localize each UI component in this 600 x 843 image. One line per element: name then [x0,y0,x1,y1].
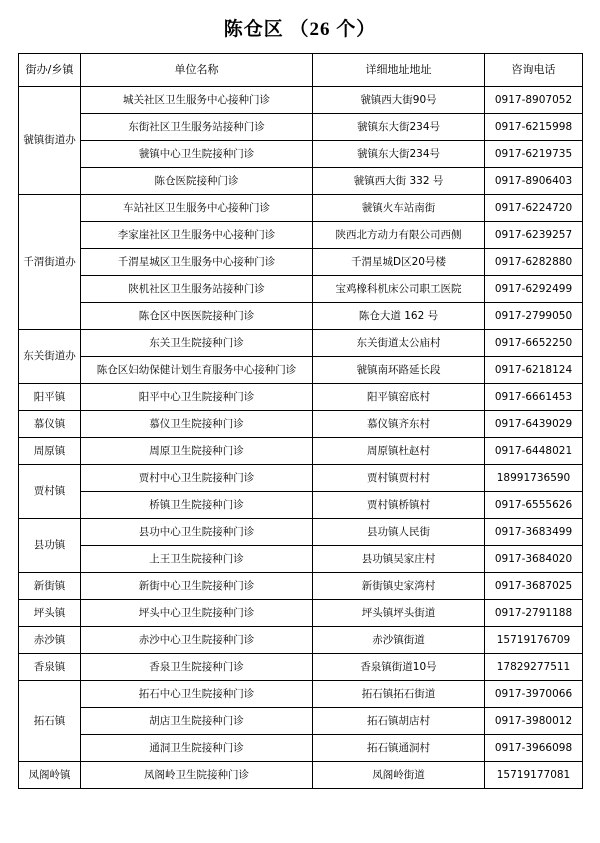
address-cell: 香泉镇街道10号 [313,654,485,681]
address-cell: 东关街道太公庙村 [313,330,485,357]
table-row [19,141,583,168]
unit-name-cell: 凤阁岭卫生院接种门诊 [81,762,313,789]
district-cell: 周原镇 [19,438,81,465]
unit-name-cell: 车站社区卫生服务中心接种门诊 [81,195,313,222]
phone-cell: 0917-8907052 [485,87,583,114]
phone-cell: 0917-6555626 [485,492,583,519]
address-cell: 凤阁岭街道 [313,762,485,789]
phone-cell: 0917-2791188 [485,600,583,627]
table-row [19,681,583,708]
phone-cell: 0917-6652250 [485,330,583,357]
unit-name-cell: 坪头中心卫生院接种门诊 [81,600,313,627]
table-row [19,87,583,114]
table-row [19,600,583,627]
unit-name-cell: 周原卫生院接种门诊 [81,438,313,465]
unit-name-cell: 千渭星城区卫生服务中心接种门诊 [81,249,313,276]
unit-name-cell: 陈仓医院接种门诊 [81,168,313,195]
table-row [19,276,583,303]
table-row [19,762,583,789]
address-cell: 千渭星城D区20号楼 [313,249,485,276]
table-row [19,411,583,438]
unit-name-cell: 拓石中心卫生院接种门诊 [81,681,313,708]
table-container [0,53,600,789]
column-header-phone: 咨询电话 [485,54,583,87]
district-cell: 千渭街道办 [19,195,81,330]
phone-cell: 0917-6218124 [485,357,583,384]
unit-name-cell: 城关社区卫生服务中心接种门诊 [81,87,313,114]
unit-name-cell: 县功中心卫生院接种门诊 [81,519,313,546]
table-row [19,708,583,735]
unit-name-cell: 阳平中心卫生院接种门诊 [81,384,313,411]
district-cell: 香泉镇 [19,654,81,681]
table-row [19,438,583,465]
district-cell: 赤沙镇 [19,627,81,654]
phone-cell: 0917-3980012 [485,708,583,735]
table-header-row [19,54,583,87]
district-cell: 凤阁岭镇 [19,762,81,789]
unit-name-cell: 东关卫生院接种门诊 [81,330,313,357]
unit-name-cell: 陕机社区卫生服务站接种门诊 [81,276,313,303]
phone-cell: 0917-6292499 [485,276,583,303]
district-cell: 阳平镇 [19,384,81,411]
unit-name-cell: 贾村中心卫生院接种门诊 [81,465,313,492]
table-row [19,168,583,195]
district-cell: 县功镇 [19,519,81,573]
address-cell: 拓石镇拓石街道 [313,681,485,708]
column-header-district: 街办/乡镇 [19,54,81,87]
phone-cell: 0917-3687025 [485,573,583,600]
phone-cell: 0917-3970066 [485,681,583,708]
table-row [19,222,583,249]
phone-cell: 0917-6282880 [485,249,583,276]
phone-cell: 0917-2799050 [485,303,583,330]
table-row [19,573,583,600]
page-title: 陈仓区 （26 个） [223,19,377,40]
table-row [19,330,583,357]
table-header [19,54,583,87]
address-cell: 虢镇东大街234号 [313,141,485,168]
table-row [19,303,583,330]
address-cell: 拓石镇通洞村 [313,735,485,762]
unit-name-cell: 赤沙中心卫生院接种门诊 [81,627,313,654]
phone-cell: 18991736590 [485,465,583,492]
address-cell: 拓石镇胡店村 [313,708,485,735]
table-row [19,249,583,276]
district-cell: 坪头镇 [19,600,81,627]
unit-name-cell: 虢镇中心卫生院接种门诊 [81,141,313,168]
phone-cell: 0917-6219735 [485,141,583,168]
unit-name-cell: 东街社区卫生服务站接种门诊 [81,114,313,141]
phone-cell: 0917-3684020 [485,546,583,573]
unit-name-cell: 香泉卫生院接种门诊 [81,654,313,681]
address-cell: 周原镇杜赵村 [313,438,485,465]
unit-name-cell: 上王卫生院接种门诊 [81,546,313,573]
unit-name-cell: 陈仓区妇幼保健计划生育服务中心接种门诊 [81,357,313,384]
phone-cell: 0917-6239257 [485,222,583,249]
unit-name-cell: 新街中心卫生院接种门诊 [81,573,313,600]
phone-cell: 0917-6439029 [485,411,583,438]
unit-name-cell: 通洞卫生院接种门诊 [81,735,313,762]
vaccination-clinic-table [18,53,583,789]
address-cell: 贾村镇贾村村 [313,465,485,492]
phone-cell: 0917-6215998 [485,114,583,141]
district-cell: 东关街道办 [19,330,81,384]
address-cell: 县功镇吴家庄村 [313,546,485,573]
address-cell: 宝鸡橡科机床公司职工医院 [313,276,485,303]
address-cell: 虢镇西大街 332 号 [313,168,485,195]
phone-cell: 0917-6661453 [485,384,583,411]
phone-cell: 0917-6448021 [485,438,583,465]
address-cell: 贾村镇桥镇村 [313,492,485,519]
address-cell: 虢镇火车站南街 [313,195,485,222]
unit-name-cell: 桥镇卫生院接种门诊 [81,492,313,519]
table-row [19,519,583,546]
column-header-address: 详细地址地址 [313,54,485,87]
address-cell: 坪头镇坪头街道 [313,600,485,627]
column-header-unit-name: 单位名称 [81,54,313,87]
table-row [19,114,583,141]
address-cell: 新街镇史家湾村 [313,573,485,600]
address-cell: 虢镇西大街90号 [313,87,485,114]
phone-cell: 0917-3966098 [485,735,583,762]
table-row [19,627,583,654]
district-cell: 慕仪镇 [19,411,81,438]
table-row [19,384,583,411]
phone-cell: 0917-8906403 [485,168,583,195]
address-cell: 虢镇东大街234号 [313,114,485,141]
district-cell: 虢镇街道办 [19,87,81,195]
table-row [19,195,583,222]
address-cell: 阳平镇窑底村 [313,384,485,411]
unit-name-cell: 胡店卫生院接种门诊 [81,708,313,735]
table-row [19,465,583,492]
address-cell: 虢镇南环路延长段 [313,357,485,384]
phone-cell: 15719176709 [485,627,583,654]
phone-cell: 15719177081 [485,762,583,789]
phone-cell: 0917-6224720 [485,195,583,222]
phone-cell: 0917-3683499 [485,519,583,546]
address-cell: 慕仪镇齐东村 [313,411,485,438]
address-cell: 陕西北方动力有限公司西侧 [313,222,485,249]
table-row [19,735,583,762]
unit-name-cell: 慕仪卫生院接种门诊 [81,411,313,438]
table-row [19,654,583,681]
address-cell: 县功镇人民街 [313,519,485,546]
phone-cell: 17829277511 [485,654,583,681]
table-row [19,492,583,519]
address-cell: 陈仓大道 162 号 [313,303,485,330]
unit-name-cell: 陈仓区中医医院接种门诊 [81,303,313,330]
table-row [19,546,583,573]
district-cell: 拓石镇 [19,681,81,762]
address-cell: 赤沙镇街道 [313,627,485,654]
district-cell: 新街镇 [19,573,81,600]
table-row [19,357,583,384]
district-cell: 贾村镇 [19,465,81,519]
unit-name-cell: 李家崖社区卫生服务中心接种门诊 [81,222,313,249]
table-body [19,87,583,789]
